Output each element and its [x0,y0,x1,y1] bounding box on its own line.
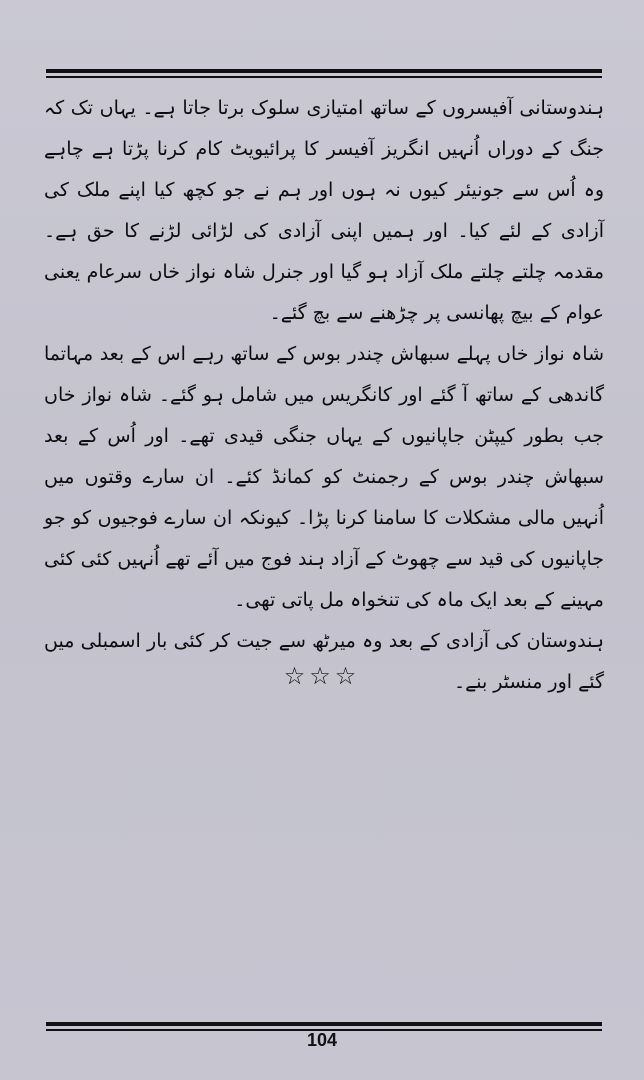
top-rule-thick [46,69,602,73]
top-rule-thin [46,76,602,78]
paragraph-3: ہندوستان کی آزادی کے بعد وہ میرٹھ سے جیت کر کئی بار اسمبلی میں گئے اور منسٹر بنے۔ [44,630,604,693]
section-separator-stars: ☆☆☆ [283,662,361,690]
body-text [44,88,604,703]
page-number: 104 [306,1030,338,1050]
bottom-rule-thick [46,1022,602,1026]
paragraph-2: شاہ نواز خاں پہلے سبھاش چندر بوس کے ساتھ رہے اس کے بعد مہاتما گاندھی کے ساتھ آ گئے اور کانگریس میں شامل ہو گئے۔ شاہ نواز خاں جب بطور کیپٹن جاپانیوں کے یہاں جنگی قیدی تھے۔ اور اُس کے بعد سبھاش چندر بوس کے رجمنٹ کو کمانڈ کئے۔ ان سارے وقتوں میں اُنہیں مالی مشکلات کا سامنا کرنا پڑا۔ کیونکہ ان سارے فوجیوں کو جو جاپانیوں کی قید سے چھوٹ کے آزاد ہند فوج میں آئے تھے اُنہیں کئی کئی مہینے کے بعد ایک ماہ کی تنخواہ مل پاتی تھی۔ [44,343,604,611]
paragraph-1: ہندوستانی آفیسروں کے ساتھ امتیازی سلوک برتا جاتا ہے۔ یہاں تک کہ جنگ کے دوراں اُنہیں انگریز آفیسر کا پرائیویٹ کام کرنا پڑتا ہے چاہے وہ اُس سے جونیئر کیوں نہ ہوں اور ہم نے جو کچھ کیا اپنے ملک کی آزادی کے لئے کیا۔ اور ہمیں اپنی آزادی کی لڑائی لڑنے کا حق ہے۔ مقدمہ چلتے چلتے ملک آزاد ہو گیا اور جنرل شاہ نواز خاں سرعام یعنی عوام کے بیچ پھانسی پر چڑھنے سے بچ گئے۔ [44,97,604,324]
